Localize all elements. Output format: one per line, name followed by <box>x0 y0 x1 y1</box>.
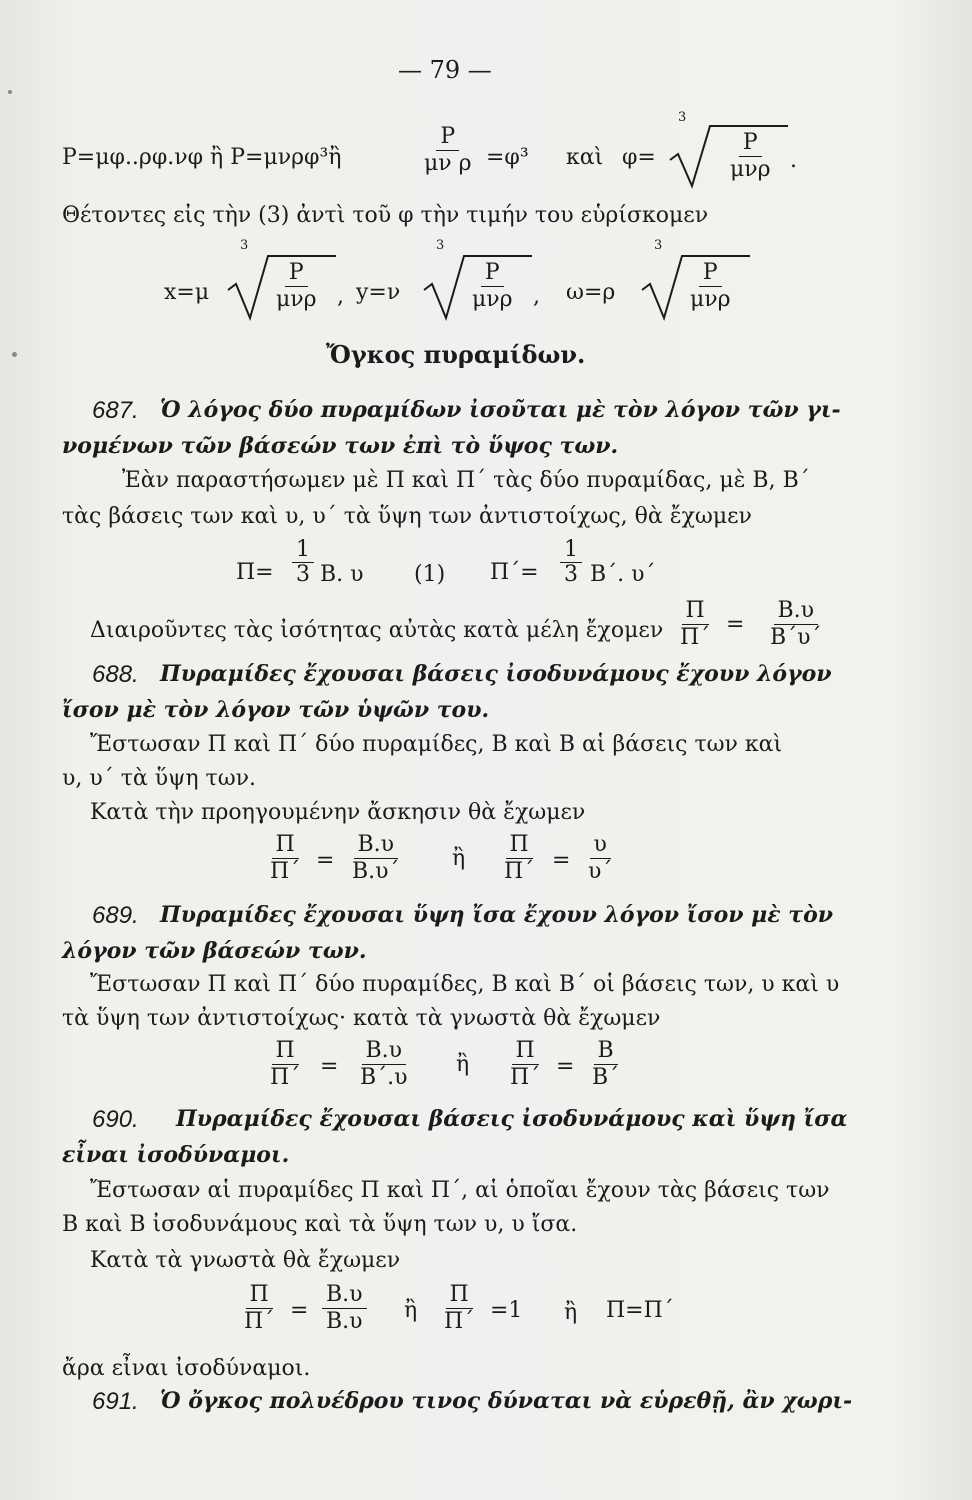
item-687-division-text: Διαιροῦντες τὰς ἰσότητας αὐτὰς κατὰ μέλη ἔχομεν <box>90 618 664 643</box>
fraction-numerator: 1 <box>560 538 582 563</box>
item-688-text3: Κατὰ τὴν προηγουμένην ἄσκησιν θὰ ἔχωμεν <box>90 800 586 825</box>
item-690-number: 690. <box>92 1106 139 1133</box>
fraction-denominator: Π΄ <box>504 859 535 884</box>
item-688-number: 688. <box>92 661 139 688</box>
root-index: 3 <box>240 238 249 253</box>
equals-sign: = <box>320 1054 339 1079</box>
fraction-denominator: 3 <box>296 562 310 587</box>
p688-fraction-c <box>500 832 538 885</box>
item-691-number: 691. <box>92 1388 139 1415</box>
formula-top-end: . <box>790 148 797 173</box>
fraction-numerator: P <box>699 260 722 287</box>
fraction-numerator: Β.υ <box>774 598 819 625</box>
p690-fraction-c <box>440 1282 478 1335</box>
scan-speck <box>12 352 17 357</box>
fraction-numerator: Π <box>446 1282 473 1309</box>
item-688-text2: υ, υ΄ τὰ ὕψη των. <box>62 766 257 791</box>
item-687-title-line2: νομένων τῶν βάσεών των ἐπὶ τὸ ὕψος των. <box>62 433 619 459</box>
root-index: 3 <box>678 110 687 125</box>
x-label: x=μ <box>164 280 210 305</box>
p690-fraction-a <box>240 1282 278 1335</box>
fraction-denominator: Π΄ <box>244 1309 275 1334</box>
item-690-text3: Κατὰ τὰ γνωστὰ θὰ ἔχωμεν <box>90 1248 401 1273</box>
fraction-numerator: Β.υ <box>322 1282 367 1309</box>
p688-fraction-a <box>266 832 304 885</box>
p688-fraction-b <box>348 832 404 885</box>
fraction-numerator: Π <box>272 832 299 859</box>
substitution-text: Θέτοντες εἰς τὴν (3) ἀντὶ τοῦ φ τὴν τιμήν του εὑρίσκομεν <box>62 203 709 228</box>
formula-top-phi-eq: φ= <box>622 145 656 170</box>
scan-speck <box>8 90 12 94</box>
or-word: ἢ <box>452 846 466 871</box>
item-689-title-line2: λόγον τῶν βάσεών των. <box>62 938 367 964</box>
equals-sign: = <box>556 1054 575 1079</box>
section-heading: Ὄγκος πυραμίδων. <box>326 340 586 369</box>
radical-fraction <box>468 260 517 313</box>
item-690-conclusion: ἄρα εἶναι ἰσοδύναμοι. <box>62 1356 311 1381</box>
item-689-text1: Ἔστωσαν Π καὶ Π΄ δύο πυραμίδες, Β καὶ Β΄ οἱ βάσεις των, υ καὶ υ <box>90 972 840 997</box>
f2-right: Β΄. υ΄ <box>590 562 656 587</box>
item-687-text2: τὰς βάσεις των καὶ υ, υ΄ τὰ ὕψη των ἀντιστοίχως, θὰ ἔχωμεν <box>62 504 752 529</box>
item-687-text1: Ἐὰν παραστήσωμεν μὲ Π καὶ Π΄ τὰς δύο πυραμίδας, μὲ Β, Β΄ <box>122 468 810 493</box>
equals-sign: = <box>552 848 571 873</box>
fraction-denominator: Β΄.υ <box>360 1065 408 1090</box>
fraction-denominator: Π΄ <box>680 625 711 650</box>
item-690-title-line2: εἶναι ἰσοδύναμοι. <box>62 1142 290 1168</box>
page-number: — 79 — <box>398 56 492 84</box>
fraction-denominator: μνρ <box>472 287 513 312</box>
fraction-numerator: Β <box>594 1038 618 1065</box>
fraction-denominator: υ΄ <box>588 859 613 884</box>
p688-fraction-d <box>584 832 616 885</box>
p689-fraction-d <box>588 1038 623 1091</box>
formula-top-phi3: =φ³ <box>486 145 529 170</box>
fraction-numerator: Β.υ <box>354 832 399 859</box>
equals-one: =1 <box>490 1298 523 1323</box>
equals-sign: = <box>316 848 335 873</box>
f2-fraction <box>560 538 582 587</box>
fraction-denominator: Π΄ <box>270 859 301 884</box>
item-688-title-line1: Πυραμίδες ἔχουσαι βάσεις ἰσοδυνάμους ἔχουν λόγον <box>160 661 832 687</box>
radical-fraction <box>272 260 321 313</box>
fraction-numerator: P <box>481 260 504 287</box>
fraction-denominator: Π΄ <box>510 1065 541 1090</box>
div-fraction-left <box>676 598 714 651</box>
fraction-numerator: P <box>739 130 762 157</box>
p689-fraction-a <box>266 1038 304 1091</box>
formula-top-fraction <box>420 124 476 177</box>
comma: , <box>337 284 344 309</box>
item-690-text2: Β καὶ Β ἰσοδυνάμους καὶ τὰ ὕψη των υ, υ ἴσα. <box>62 1212 578 1237</box>
item-689-number: 689. <box>92 902 139 929</box>
item-687-number: 687. <box>92 397 139 424</box>
fraction-numerator: P <box>436 124 459 151</box>
p689-fraction-b <box>356 1038 412 1091</box>
fraction-denominator: μν ρ <box>424 151 472 176</box>
equals-sign: = <box>290 1298 309 1323</box>
item-688-title-line2: ἴσον μὲ τὸν λόγον τῶν ὑψῶν του. <box>62 697 490 723</box>
y-label: y=ν <box>356 280 401 305</box>
or-word: ἢ <box>456 1052 470 1077</box>
item-689-text2: τὰ ὕψη των ἀντιστοίχως· κατὰ τὰ γνωστὰ θὰ ἔχωμεν <box>62 1006 661 1031</box>
item-690-title-line1: Πυραμίδες ἔχουσαι βάσεις ἰσοδυνάμους καὶ ὕψη ἴσα <box>176 1106 848 1132</box>
div-eq: = <box>726 612 745 637</box>
comma: , <box>533 284 540 309</box>
w-label: ω=ρ <box>566 280 616 305</box>
f1-right: Β. υ <box>320 562 364 587</box>
item-690-text1: Ἔστωσαν αἱ πυραμίδες Π καὶ Π΄, αἱ ὁποῖαι ἔχουν τὰς βάσεις των <box>90 1178 830 1203</box>
fraction-denominator: Β΄υ΄ <box>770 625 822 650</box>
item-688-text1: Ἔστωσαν Π καὶ Π΄ δύο πυραμίδες, Β καὶ Β αἱ βάσεις των καὶ <box>90 732 783 757</box>
f2-left: Π΄= <box>490 560 539 585</box>
fraction-denominator: Β.υ <box>326 1309 363 1334</box>
radical-fraction <box>726 130 775 183</box>
fraction-numerator: Β.υ <box>362 1038 407 1065</box>
fraction-numerator: 1 <box>292 538 314 563</box>
fraction-denominator: μνρ <box>276 287 317 312</box>
fraction-numerator: υ <box>590 832 611 859</box>
formula-top-kai: καὶ <box>566 145 604 170</box>
f1-label: (1) <box>414 562 446 587</box>
item-687-title-line1: Ὁ λόγος δύο πυραμίδων ἰσοῦται μὲ τὸν λόγον τῶν γι- <box>160 397 841 423</box>
fraction-denominator: Π΄ <box>444 1309 475 1334</box>
radical-fraction <box>686 260 735 313</box>
item-691-title-line1: Ὁ ὄγκος πολυέδρου τινος δύναται νὰ εὑρεθῇ, ἂν χωρι- <box>160 1388 853 1414</box>
root-index: 3 <box>654 238 663 253</box>
fraction-denominator: Π΄ <box>270 1065 301 1090</box>
div-fraction-right <box>766 598 826 651</box>
final-equation: Π=Π΄ <box>606 1298 674 1323</box>
item-689-title-line1: Πυραμίδες ἔχουσαι ὕψη ἴσα ἔχουν λόγον ἴσον μὲ τὸν <box>160 902 834 928</box>
p689-fraction-c <box>506 1038 544 1091</box>
fraction-numerator: Π <box>512 1038 539 1065</box>
formula-top-left: P=μφ..ρφ.νφ ἢ P=μνρφ³ἢ <box>62 145 342 170</box>
fraction-denominator: Β΄ <box>592 1065 620 1090</box>
p690-fraction-b <box>322 1282 367 1335</box>
f1-left: Π= <box>236 560 274 585</box>
root-index: 3 <box>436 238 445 253</box>
fraction-numerator: Π <box>272 1038 299 1065</box>
fraction-denominator: μνρ <box>690 287 731 312</box>
or-word: ἢ <box>404 1298 418 1323</box>
fraction-numerator: Π <box>246 1282 273 1309</box>
or-word: ἢ <box>564 1300 578 1325</box>
fraction-numerator: Π <box>506 832 533 859</box>
fraction-numerator: Π <box>682 598 709 625</box>
fraction-denominator: Β.υ΄ <box>352 859 400 884</box>
fraction-denominator: 3 <box>564 562 578 587</box>
fraction-denominator: μνρ <box>730 157 771 182</box>
f1-fraction <box>292 538 314 587</box>
fraction-numerator: P <box>285 260 308 287</box>
